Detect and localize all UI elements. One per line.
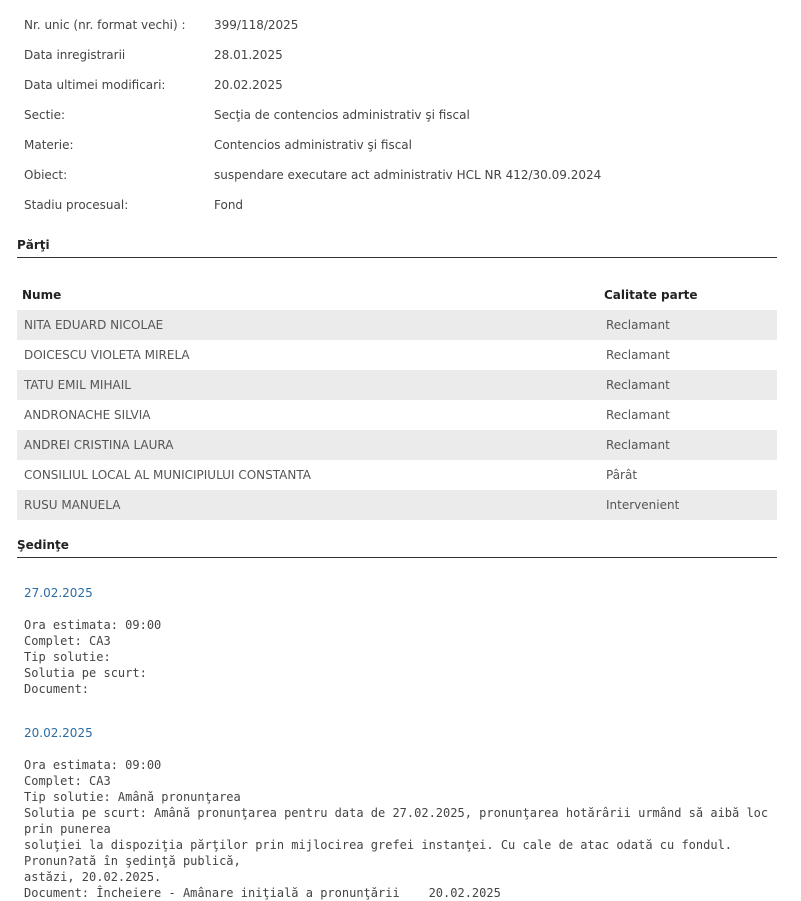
party-name: ANDRONACHE SILVIA	[24, 408, 151, 422]
case-info	[24, 10, 784, 220]
session-line: Document:	[24, 682, 90, 696]
session-line: Complet: CA3	[24, 634, 111, 648]
info-label: Obiect:	[24, 168, 68, 182]
party-name: ANDREI CRISTINA LAURA	[24, 438, 174, 452]
info-row-obiect	[24, 160, 784, 190]
party-name: CONSILIUL LOCAL AL MUNICIPIULUI CONSTANTA	[24, 468, 311, 482]
table-row	[17, 340, 777, 370]
info-value: Fond	[214, 198, 244, 212]
info-row-nr-unic	[24, 10, 784, 40]
info-row-data-modificari	[24, 70, 784, 100]
info-row-materie	[24, 130, 784, 160]
session-line: Ora estimata: 09:00	[24, 758, 162, 772]
session-line: Tip solutie: Amână pronunţarea	[24, 790, 241, 804]
party-role: Reclamant	[606, 378, 670, 392]
info-label: Sectie:	[24, 108, 66, 122]
parties-table	[17, 280, 777, 520]
session-line: Complet: CA3	[24, 774, 111, 788]
info-value: Secţia de contencios administrativ şi fiscal	[214, 108, 470, 122]
session-date: 27.02.2025	[24, 586, 93, 600]
party-role: Reclamant	[606, 318, 670, 332]
party-name: RUSU MANUELA	[24, 498, 121, 512]
session-line: Tip solutie:	[24, 650, 111, 664]
info-value: 399/118/2025	[214, 18, 299, 32]
session-block	[24, 726, 784, 901]
info-row-stadiu	[24, 190, 784, 220]
session-line: Solutia pe scurt: Amână pronunţarea pentru data de 27.02.2025, pronunţarea hotărârii urmând să aibă loc prin punerea	[24, 806, 769, 836]
info-value: 28.01.2025	[214, 48, 283, 62]
info-label: Data inregistrarii	[24, 48, 126, 62]
party-role: Reclamant	[606, 408, 670, 422]
table-row	[17, 310, 777, 340]
party-role: Intervenient	[606, 498, 680, 512]
session-block	[24, 586, 784, 697]
table-row	[17, 400, 777, 430]
parties-header-row	[17, 280, 777, 310]
session-line: Solutia pe scurt:	[24, 666, 147, 680]
parties-section-title: Părţi	[17, 238, 777, 258]
table-row	[17, 430, 777, 460]
info-label: Data ultimei modificari:	[24, 78, 166, 92]
info-label: Nr. unic (nr. format vechi) :	[24, 18, 186, 32]
session-line: astăzi, 20.02.2025.	[24, 870, 162, 884]
info-label: Stadiu procesual:	[24, 198, 129, 212]
party-name: DOICESCU VIOLETA MIRELA	[24, 348, 190, 362]
session-line: Ora estimata: 09:00	[24, 618, 162, 632]
party-name: NITA EDUARD NICOLAE	[24, 318, 164, 332]
info-value: suspendare executare act administrativ HCL NR 412/30.09.2024	[214, 168, 602, 182]
session-line: soluţiei la dispoziţia părţilor prin mijlocirea grefei instanţei. Cu cale de atac odată cu fondul. Pronun?ată în şedinţă publică,	[24, 838, 733, 868]
session-date: 20.02.2025	[24, 726, 93, 740]
table-row	[17, 460, 777, 490]
table-row	[17, 490, 777, 520]
info-row-sectie	[24, 100, 784, 130]
info-row-data-inregistrarii	[24, 40, 784, 70]
party-role: Reclamant	[606, 348, 670, 362]
info-label: Materie:	[24, 138, 74, 152]
info-value: Contencios administrativ şi fiscal	[214, 138, 412, 152]
session-document-line[interactable]: Document: Încheiere - Amânare iniţială a pronunţării 20.02.2025	[24, 886, 501, 900]
info-value: 20.02.2025	[214, 78, 283, 92]
party-name: TATU EMIL MIHAIL	[24, 378, 131, 392]
table-row	[17, 370, 777, 400]
column-header-role: Calitate parte	[604, 288, 698, 302]
party-role: Reclamant	[606, 438, 670, 452]
party-role: Pârât	[606, 468, 638, 482]
sessions-section-title: Şedinţe	[17, 538, 777, 558]
column-header-name: Nume	[22, 288, 62, 302]
